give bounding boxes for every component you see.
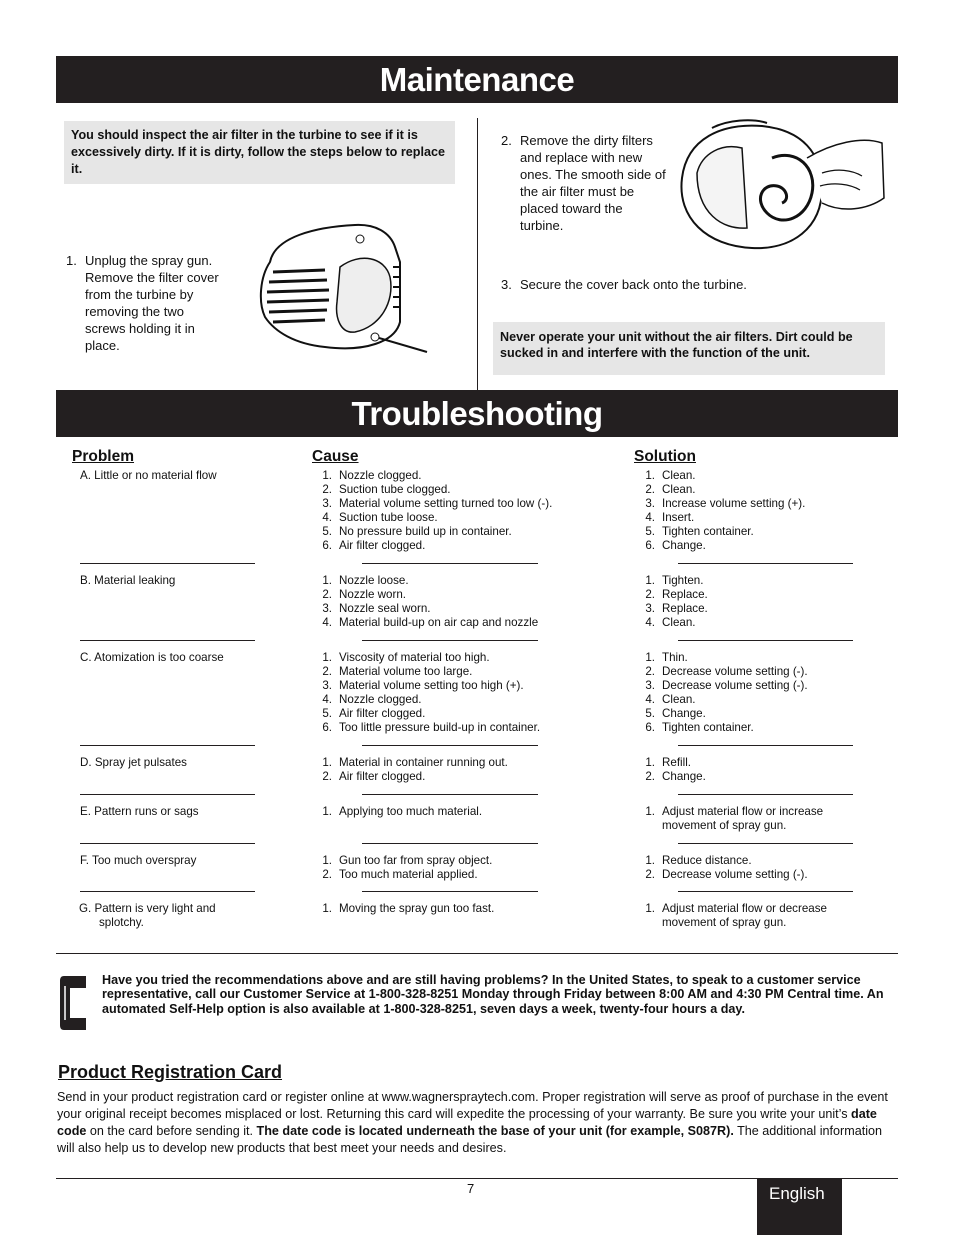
item-text: Air filter clogged. bbox=[339, 539, 426, 552]
item-text: Insert. bbox=[662, 511, 695, 524]
item-number: 1. bbox=[322, 574, 332, 587]
cause-list bbox=[321, 574, 621, 630]
warning-note: Never operate your unit without the air filters. Dirt could be sucked in and interfere with the function of the unit. bbox=[493, 322, 885, 375]
cause-list-item bbox=[321, 574, 621, 588]
problem-cell bbox=[80, 469, 255, 483]
row-divider bbox=[80, 745, 255, 746]
row-divider bbox=[362, 640, 538, 641]
item-number: 2. bbox=[322, 588, 332, 601]
item-text: Tighten container. bbox=[662, 525, 754, 538]
item-text: Gun too far from spray object. bbox=[339, 854, 493, 867]
item-text: Adjust material flow or increase movement of spray gun. bbox=[662, 805, 824, 832]
solution-list-item bbox=[644, 707, 874, 721]
item-number: 1. bbox=[322, 805, 332, 818]
item-number: 4. bbox=[645, 511, 655, 524]
row-divider bbox=[678, 745, 853, 746]
solution-list-item bbox=[644, 854, 874, 868]
item-text: Replace. bbox=[662, 602, 708, 615]
cause-list-item bbox=[321, 511, 621, 525]
item-text: Material volume setting too high (+). bbox=[339, 679, 524, 692]
registration-body bbox=[57, 1089, 902, 1157]
step-text: Unplug the spray gun. Remove the filter cover from the turbine by removing the two screws holding it in place. bbox=[85, 253, 219, 353]
item-number: 1. bbox=[645, 902, 655, 915]
row-divider bbox=[362, 745, 538, 746]
item-number: 3. bbox=[322, 679, 332, 692]
problem-text: E. Pattern runs or sags bbox=[80, 805, 199, 818]
item-number: 2. bbox=[322, 665, 332, 678]
cause-list-item bbox=[321, 469, 621, 483]
problem-cell bbox=[79, 902, 254, 930]
cause-list-item bbox=[321, 497, 621, 511]
cause-list-item bbox=[321, 770, 621, 784]
item-text: Applying too much material. bbox=[339, 805, 483, 818]
item-text: Reduce distance. bbox=[662, 854, 752, 867]
cause-list-item bbox=[321, 588, 621, 602]
filter-replacement-illustration bbox=[672, 118, 887, 258]
solution-list bbox=[644, 805, 849, 833]
item-number: 3. bbox=[645, 679, 655, 692]
cause-list bbox=[321, 651, 621, 735]
item-number: 6. bbox=[322, 721, 332, 734]
solution-list-item bbox=[644, 665, 874, 679]
problem-cell bbox=[80, 805, 255, 819]
row-divider bbox=[362, 563, 538, 564]
registration-bold: The date code is located underneath the base of your unit (for example, S087R). bbox=[256, 1124, 734, 1138]
cause-list-item bbox=[321, 868, 621, 882]
troubleshooting-title: Troubleshooting bbox=[351, 395, 603, 432]
solution-list-item bbox=[644, 497, 874, 511]
solution-list-item bbox=[644, 602, 874, 616]
item-text: Adjust material flow or decrease movement of spray gun. bbox=[662, 902, 827, 929]
problem-text: A. Little or no material flow bbox=[80, 469, 217, 482]
maintenance-step-1 bbox=[66, 252, 226, 354]
solution-list-item bbox=[644, 525, 874, 539]
item-number: 2. bbox=[645, 868, 655, 881]
step-number: 3. bbox=[501, 277, 512, 292]
solution-list-item bbox=[644, 616, 874, 630]
item-text: Nozzle loose. bbox=[339, 574, 409, 587]
item-text: Clean. bbox=[662, 693, 696, 706]
item-number: 4. bbox=[645, 616, 655, 629]
solution-list bbox=[644, 651, 874, 735]
item-number: 2. bbox=[645, 665, 655, 678]
problem-text: D. Spray jet pulsates bbox=[80, 756, 187, 769]
problem-text: C. Atomization is too coarse bbox=[80, 651, 224, 664]
problem-cell bbox=[80, 651, 255, 665]
row-divider bbox=[678, 640, 853, 641]
item-number: 6. bbox=[645, 539, 655, 552]
maintenance-title: Maintenance bbox=[379, 61, 575, 98]
item-number: 2. bbox=[322, 483, 332, 496]
solution-list-item bbox=[644, 770, 874, 784]
item-text: Material in container running out. bbox=[339, 756, 508, 769]
item-text: Suction tube clogged. bbox=[339, 483, 451, 496]
cause-list bbox=[321, 469, 621, 553]
item-text: Tighten container. bbox=[662, 721, 754, 734]
item-text: Replace. bbox=[662, 588, 708, 601]
solution-list-item bbox=[644, 721, 874, 735]
step-text: Remove the dirty filters and replace with new ones. The smooth side of the air filter must be placed toward the turbine. bbox=[520, 133, 666, 233]
item-number: 3. bbox=[645, 602, 655, 615]
cause-list-item bbox=[321, 602, 621, 616]
registration-text: on the card before sending it. bbox=[86, 1124, 257, 1138]
problem-text: B. Material leaking bbox=[80, 574, 176, 587]
step-number: 2. bbox=[501, 133, 512, 148]
row-divider bbox=[80, 843, 255, 844]
item-text: Air filter clogged. bbox=[339, 770, 426, 783]
solution-list bbox=[644, 574, 874, 630]
item-number: 3. bbox=[322, 497, 332, 510]
registration-bold: date code bbox=[57, 1107, 877, 1138]
item-text: Thin. bbox=[662, 651, 688, 664]
customer-service-help: Have you tried the recommendations above and are still having problems? In the United States, to speak to a customer service representative, call our Customer Service at 1-800-328-8251 Monday through Friday between 8:00 AM and 4:30 PM Central time. An automated Self-Help option is also available at 1-800-328-8251, seven days a week, twenty-four hours a day. bbox=[102, 973, 884, 1016]
item-number: 1. bbox=[645, 469, 655, 482]
item-text: Nozzle clogged. bbox=[339, 693, 422, 706]
item-text: Increase volume setting (+). bbox=[662, 497, 806, 510]
cause-list-item bbox=[321, 483, 621, 497]
item-number: 5. bbox=[645, 707, 655, 720]
cause-list-item bbox=[321, 721, 621, 735]
item-text: Moving the spray gun too fast. bbox=[339, 902, 495, 915]
item-text: Nozzle seal worn. bbox=[339, 602, 431, 615]
registration-title: Product Registration Card bbox=[58, 1062, 283, 1082]
problem-header: Problem bbox=[72, 448, 135, 465]
solution-list-item bbox=[644, 868, 874, 882]
cause-list bbox=[321, 902, 621, 916]
item-number: 4. bbox=[322, 693, 332, 706]
solution-list-item bbox=[644, 693, 874, 707]
item-number: 1. bbox=[645, 651, 655, 664]
column-divider bbox=[477, 118, 478, 390]
item-number: 5. bbox=[645, 525, 655, 538]
item-text: Too much material applied. bbox=[339, 868, 478, 881]
registration-text: The additional information will also help us to develop new products that best meet your needs and desires. bbox=[57, 1124, 882, 1155]
item-text: Nozzle clogged. bbox=[339, 469, 422, 482]
solution-list-item bbox=[644, 574, 874, 588]
cause-list-item bbox=[321, 679, 621, 693]
cause-list-item bbox=[321, 707, 621, 721]
item-text: Refill. bbox=[662, 756, 691, 769]
language-label: English bbox=[769, 1184, 825, 1203]
maintenance-banner bbox=[56, 56, 898, 103]
item-text: Decrease volume setting (-). bbox=[662, 868, 808, 881]
item-text: Viscosity of material too high. bbox=[339, 651, 490, 664]
solution-list-item bbox=[644, 511, 874, 525]
turbine-cover-illustration bbox=[255, 222, 430, 354]
cause-list-item bbox=[321, 693, 621, 707]
item-text: Material volume too large. bbox=[339, 665, 473, 678]
item-text: Nozzle worn. bbox=[339, 588, 407, 601]
item-number: 6. bbox=[645, 721, 655, 734]
row-divider bbox=[678, 843, 853, 844]
cause-list-item bbox=[321, 756, 621, 770]
problem-text: G. Pattern is very light and splotchy. bbox=[79, 902, 216, 929]
item-number: 2. bbox=[645, 588, 655, 601]
solution-list-item bbox=[644, 539, 874, 553]
item-text: Clean. bbox=[662, 483, 696, 496]
problem-cell bbox=[80, 756, 255, 770]
item-text: Change. bbox=[662, 539, 706, 552]
item-text: Material build-up on air cap and nozzle bbox=[339, 616, 539, 629]
registration-text: Send in your product registration card or register online at www.wagnerspraytech.com. Proper registration will serve as proof of purchase in the event your original receipt becomes misplaced or lost. Returning this card will expedite the processing of your warranty. Be sure you write your unit’s bbox=[57, 1090, 888, 1121]
item-text: Air filter clogged. bbox=[339, 707, 426, 720]
item-text: Tighten. bbox=[662, 574, 704, 587]
solution-list-item bbox=[644, 805, 849, 833]
cause-list-item bbox=[321, 665, 621, 679]
item-number: 1. bbox=[645, 854, 655, 867]
item-text: No pressure build up in container. bbox=[339, 525, 512, 538]
page-number: 7 bbox=[467, 1181, 475, 1196]
item-number: 2. bbox=[645, 483, 655, 496]
cause-list-item bbox=[321, 616, 621, 630]
item-number: 4. bbox=[322, 616, 332, 629]
row-divider bbox=[362, 891, 538, 892]
item-text: Clean. bbox=[662, 616, 696, 629]
item-number: 2. bbox=[645, 770, 655, 783]
item-number: 1. bbox=[645, 805, 655, 818]
item-number: 1. bbox=[322, 854, 332, 867]
item-number: 1. bbox=[322, 902, 332, 915]
solution-list bbox=[644, 756, 874, 784]
item-number: 1. bbox=[645, 574, 655, 587]
row-divider bbox=[362, 843, 538, 844]
step-number: 1. bbox=[66, 253, 77, 268]
language-tab bbox=[757, 1178, 842, 1235]
cause-list bbox=[321, 805, 621, 819]
solution-list bbox=[644, 469, 874, 553]
row-divider bbox=[362, 794, 538, 795]
intro-note: You should inspect the air filter in the turbine to see if it is excessively dirty. If it is dirty, follow the steps below to replace it. bbox=[64, 121, 455, 184]
cause-list-item bbox=[321, 651, 621, 665]
item-number: 1. bbox=[645, 756, 655, 769]
row-divider bbox=[678, 563, 853, 564]
cause-list bbox=[321, 854, 621, 882]
item-number: 4. bbox=[645, 693, 655, 706]
cause-list bbox=[321, 756, 621, 784]
item-number: 3. bbox=[322, 602, 332, 615]
solution-list-item bbox=[644, 902, 849, 930]
row-divider bbox=[80, 794, 255, 795]
item-number: 2. bbox=[322, 868, 332, 881]
maintenance-step-2 bbox=[501, 132, 666, 234]
item-text: Decrease volume setting (-). bbox=[662, 679, 808, 692]
maintenance-step-3 bbox=[501, 276, 881, 293]
problem-cell bbox=[80, 574, 255, 588]
row-divider bbox=[678, 794, 853, 795]
item-number: 3. bbox=[645, 497, 655, 510]
solution-list-item bbox=[644, 469, 874, 483]
cause-list-item bbox=[321, 525, 621, 539]
item-number: 1. bbox=[322, 651, 332, 664]
item-number: 4. bbox=[322, 511, 332, 524]
cause-list-item bbox=[321, 902, 621, 916]
row-divider bbox=[80, 563, 255, 564]
row-divider bbox=[678, 891, 853, 892]
solution-list bbox=[644, 902, 849, 930]
item-number: 5. bbox=[322, 707, 332, 720]
row-divider bbox=[80, 891, 255, 892]
problem-cell bbox=[80, 854, 255, 868]
item-text: Too little pressure build-up in container. bbox=[339, 721, 541, 734]
solution-header: Solution bbox=[634, 448, 696, 465]
item-text: Clean. bbox=[662, 469, 696, 482]
row-divider bbox=[80, 640, 255, 641]
item-text: Change. bbox=[662, 770, 706, 783]
section-divider bbox=[56, 953, 898, 954]
solution-list-item bbox=[644, 651, 874, 665]
item-text: Decrease volume setting (-). bbox=[662, 665, 808, 678]
item-number: 1. bbox=[322, 469, 332, 482]
solution-list-item bbox=[644, 679, 874, 693]
cause-list-item bbox=[321, 854, 621, 868]
problem-text: F. Too much overspray bbox=[80, 854, 197, 867]
cause-header: Cause bbox=[312, 448, 359, 465]
troubleshooting-banner bbox=[56, 390, 898, 437]
item-text: Change. bbox=[662, 707, 706, 720]
solution-list-item bbox=[644, 588, 874, 602]
item-number: 5. bbox=[322, 525, 332, 538]
item-text: Material volume setting turned too low (-). bbox=[339, 497, 553, 510]
item-number: 6. bbox=[322, 539, 332, 552]
solution-list bbox=[644, 854, 874, 882]
item-number: 2. bbox=[322, 770, 332, 783]
phone-icon bbox=[58, 974, 88, 1032]
cause-list-item bbox=[321, 805, 621, 819]
item-number: 1. bbox=[322, 756, 332, 769]
solution-list-item bbox=[644, 756, 874, 770]
solution-list-item bbox=[644, 483, 874, 497]
item-text: Suction tube loose. bbox=[339, 511, 438, 524]
cause-list-item bbox=[321, 539, 621, 553]
step-text: Secure the cover back onto the turbine. bbox=[520, 277, 747, 292]
